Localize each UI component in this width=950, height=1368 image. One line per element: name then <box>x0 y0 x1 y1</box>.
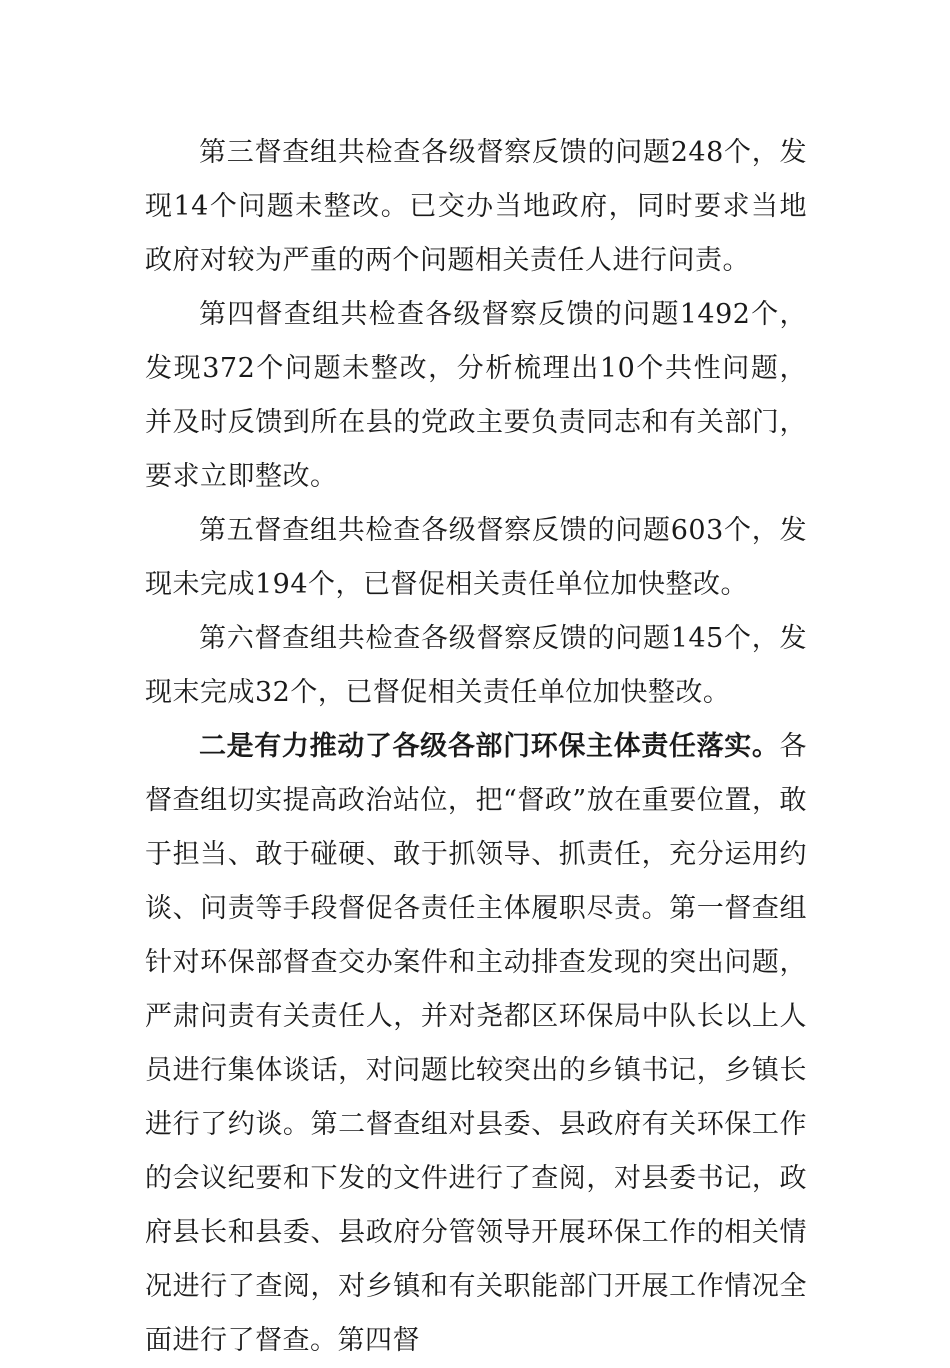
paragraph-lead-heading: 二是有力推动了各级各部门环保主体责任落实。 <box>199 731 780 762</box>
paragraph-team-6 <box>145 612 807 720</box>
paragraph-team-4 <box>145 288 807 504</box>
paragraph-text: 第五督查组共检查各级督察反馈的问题603个，发现未完成194个，已督促相关责任单位加快整改。 <box>145 515 807 600</box>
paragraph-text: 各督查组切实提高政治站位，把“督政”放在重要位置，敢于担当、敢于碰硬、敢于抓领导、抓责任，充分运用约谈、问责等手段督促各责任主体履职尽责。第一督查组针对环保部督查交办案件和主动排查发现的突出问题，严肃问责有关责任人，并对尧都区环保局中队长以上人员进行集体谈话，对问题比较突出的乡镇书记，乡镇长进行了约谈。第二督查组对县委、县政府有关环保工作的会议纪要和下发的文件进行了查阅，对县委书记，政府县长和县委、县政府分管领导开展环保工作的相关情况进行了查阅，对乡镇和有关职能部门开展工作情况全面进行了督查。第四督 <box>145 731 807 1356</box>
paragraph-team-3 <box>145 126 807 288</box>
paragraph-team-5 <box>145 504 807 612</box>
paragraph-text: 第三督查组共检查各级督察反馈的问题248个，发现14个问题未整改。已交办当地政府，同时要求当地政府对较为严重的两个问题相关责任人进行问责。 <box>145 137 807 276</box>
document-body <box>145 126 807 1368</box>
paragraph-responsibility <box>145 720 807 1368</box>
paragraph-text: 第四督查组共检查各级督察反馈的问题1492个，发现372个问题未整改，分析梳理出10个共性问题，并及时反馈到所在县的党政主要负责同志和有关部门，要求立即整改。 <box>145 299 807 492</box>
paragraph-text: 第六督查组共检查各级督察反馈的问题145个，发现末完成32个，已督促相关责任单位加快整改。 <box>145 623 807 708</box>
